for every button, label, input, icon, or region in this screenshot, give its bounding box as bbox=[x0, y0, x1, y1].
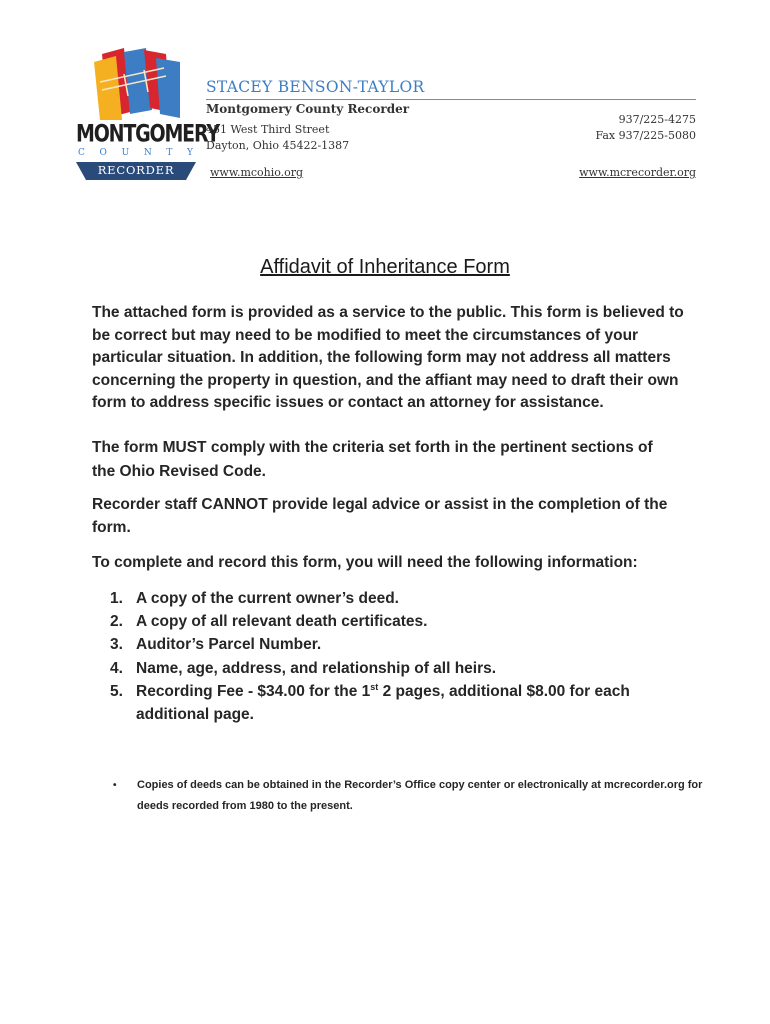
fee-superscript: st bbox=[370, 681, 379, 692]
list-item-text: A copy of all relevant death certificates. bbox=[136, 613, 428, 631]
document-title: Affidavit of Inheritance Form bbox=[260, 256, 510, 278]
staff-notice-paragraph: Recorder staff CANNOT provide legal advice or assist in the completion of the form. bbox=[92, 496, 668, 536]
header-divider bbox=[206, 99, 696, 100]
list-item-number: 5. bbox=[110, 682, 123, 700]
list-item bbox=[110, 680, 670, 726]
address-line-1: 451 West Third Street bbox=[206, 123, 330, 136]
list-item-text: A copy of the current owner’s deed. bbox=[136, 590, 399, 607]
fee-text-end: 2 pages, additional $8.00 for each additional page. bbox=[136, 682, 630, 724]
logo-county-letters bbox=[78, 148, 194, 158]
criteria-paragraph: The form MUST comply with the criteria set forth in the pertinent sections of the Ohio Revised Code. bbox=[92, 439, 653, 480]
county-letter: U bbox=[121, 148, 131, 158]
montgomery-county-logo bbox=[76, 48, 219, 182]
fee-text-start: Recording Fee - $34.00 for the 1 bbox=[136, 682, 371, 700]
mcohio-link[interactable]: www.mcohio.org bbox=[210, 166, 304, 179]
list-item-number: 3. bbox=[110, 636, 123, 654]
deed-copies-note bbox=[113, 775, 703, 817]
address-line-2: Dayton, Ohio 45422-1387 bbox=[206, 139, 350, 152]
intro-paragraph: The attached form is provided as a service to the public. This form is believed to be correct but may need to be modified to meet the circumstances of your particular situation. In addition, the following form may not address all matters concerning the property in question, and the affiant may need to draft their own form to address specific issues or contact an attorney for assistance. bbox=[92, 304, 684, 411]
list-item-number: 1. bbox=[110, 590, 123, 607]
deed-copies-note-text: Copies of deeds can be obtained in the Recorder’s Office copy center or electronically at mcrecorder.org for deeds recorded from 1980 to the present. bbox=[137, 779, 703, 812]
fax-number: Fax 937/225-5080 bbox=[595, 129, 696, 142]
bullet-icon: • bbox=[113, 780, 117, 791]
list-item-number: 2. bbox=[110, 613, 123, 631]
county-letter: O bbox=[99, 148, 108, 158]
requirements-list bbox=[110, 587, 670, 726]
logo-wordmark: MONTGOMERY bbox=[76, 120, 219, 148]
mcrecorder-link[interactable]: www.mcrecorder.org bbox=[579, 166, 696, 179]
county-letter: C bbox=[78, 148, 86, 158]
list-item bbox=[110, 587, 670, 610]
list-item bbox=[110, 633, 670, 656]
list-intro-paragraph: To complete and record this form, you will need the following information: bbox=[92, 554, 638, 571]
list-item bbox=[110, 657, 670, 680]
recorder-name: STACEY BENSON-TAYLOR bbox=[206, 78, 425, 96]
phone-number: 937/225-4275 bbox=[618, 113, 696, 126]
county-letter: T bbox=[166, 148, 174, 158]
flags-emblem-icon bbox=[94, 48, 180, 120]
recorder-badge-label: RECORDER bbox=[97, 163, 175, 177]
county-letter: Y bbox=[187, 148, 194, 158]
recorder-badge bbox=[76, 162, 196, 180]
county-letter: N bbox=[143, 148, 153, 158]
list-item-text: Name, age, address, and relationship of all heirs. bbox=[136, 659, 497, 677]
list-item-text: Auditor’s Parcel Number. bbox=[136, 636, 322, 654]
list-item-number: 4. bbox=[110, 659, 123, 677]
recorder-title: Montgomery County Recorder bbox=[206, 102, 410, 116]
list-item bbox=[110, 610, 670, 633]
list-item-text bbox=[136, 680, 670, 726]
